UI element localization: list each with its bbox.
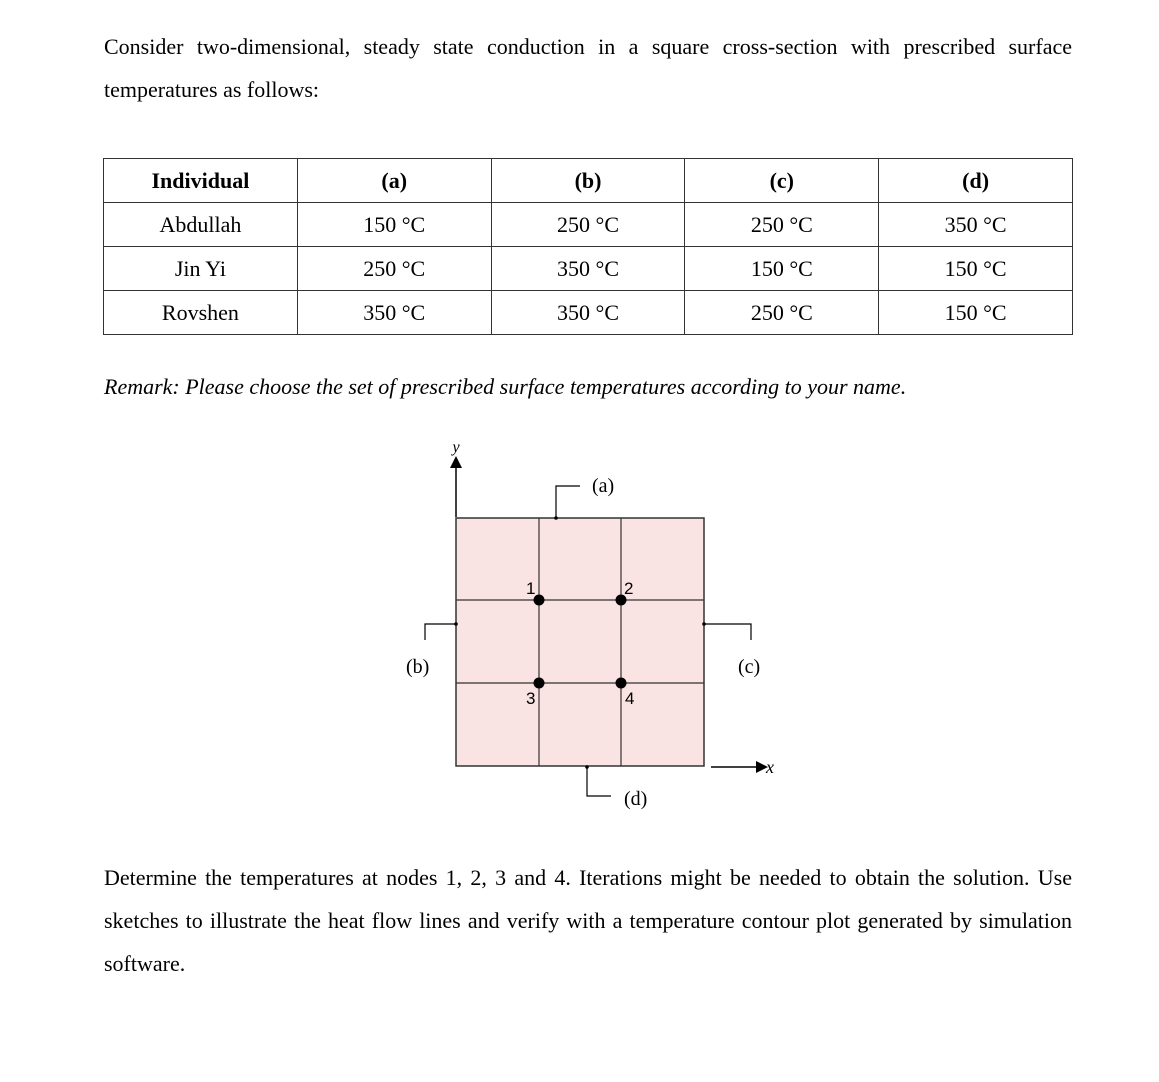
cell-temp: 150 °C (685, 247, 879, 291)
node-4-label: 4 (625, 689, 635, 708)
node-3-label: 3 (526, 689, 536, 708)
cell-temp: 150 °C (879, 247, 1073, 291)
leader-c-dot (702, 622, 706, 626)
label-a: (a) (592, 475, 615, 497)
label-d: (d) (624, 788, 648, 810)
node-3-dot (534, 678, 545, 689)
label-b: (b) (406, 656, 430, 678)
cell-temp: 350 °C (297, 291, 491, 335)
cell-temp: 150 °C (297, 203, 491, 247)
header-individual: Individual (104, 159, 298, 203)
cell-name: Jin Yi (104, 247, 298, 291)
cell-temp: 250 °C (491, 203, 685, 247)
node-4-dot (616, 678, 627, 689)
leader-b-dot (454, 622, 458, 626)
x-axis-label: x (766, 757, 774, 777)
outro-paragraph: Determine the temperatures at nodes 1, 2, 3 and 4. Iterations might be needed to obtain the solution. Use sketches to illustrate the heat flow lines and verify with a temperature contour plot generated by simulation software. (104, 865, 1072, 976)
leader-b (425, 624, 456, 640)
remark-text: Remark: Please choose the set of prescribed surface temperatures according to your name. (104, 374, 907, 399)
cell-temp: 250 °C (685, 291, 879, 335)
leader-d-dot (585, 765, 589, 769)
leader-d (587, 767, 611, 796)
cell-name: Abdullah (104, 203, 298, 247)
header-b: (b) (491, 159, 685, 203)
header-a: (a) (297, 159, 491, 203)
grid-fill (456, 518, 704, 766)
node-2-label: 2 (624, 579, 634, 598)
cell-temp: 350 °C (879, 203, 1073, 247)
label-c: (c) (738, 656, 761, 678)
node-1-label: 1 (526, 579, 536, 598)
cell-temp: 350 °C (491, 247, 685, 291)
cell-temp: 150 °C (879, 291, 1073, 335)
leader-a-dot (554, 516, 558, 520)
cell-temp: 250 °C (297, 247, 491, 291)
header-d: (d) (879, 159, 1073, 203)
cell-temp: 350 °C (491, 291, 685, 335)
leader-a (556, 486, 580, 517)
header-c: (c) (685, 159, 879, 203)
cell-temp: 250 °C (685, 203, 879, 247)
leader-c (704, 624, 751, 640)
cell-name: Rovshen (104, 291, 298, 335)
y-axis-label: y (452, 439, 460, 456)
intro-paragraph: Consider two-dimensional, steady state conduction in a square cross-section with prescribed surface temperatures as follows: (104, 34, 1072, 102)
